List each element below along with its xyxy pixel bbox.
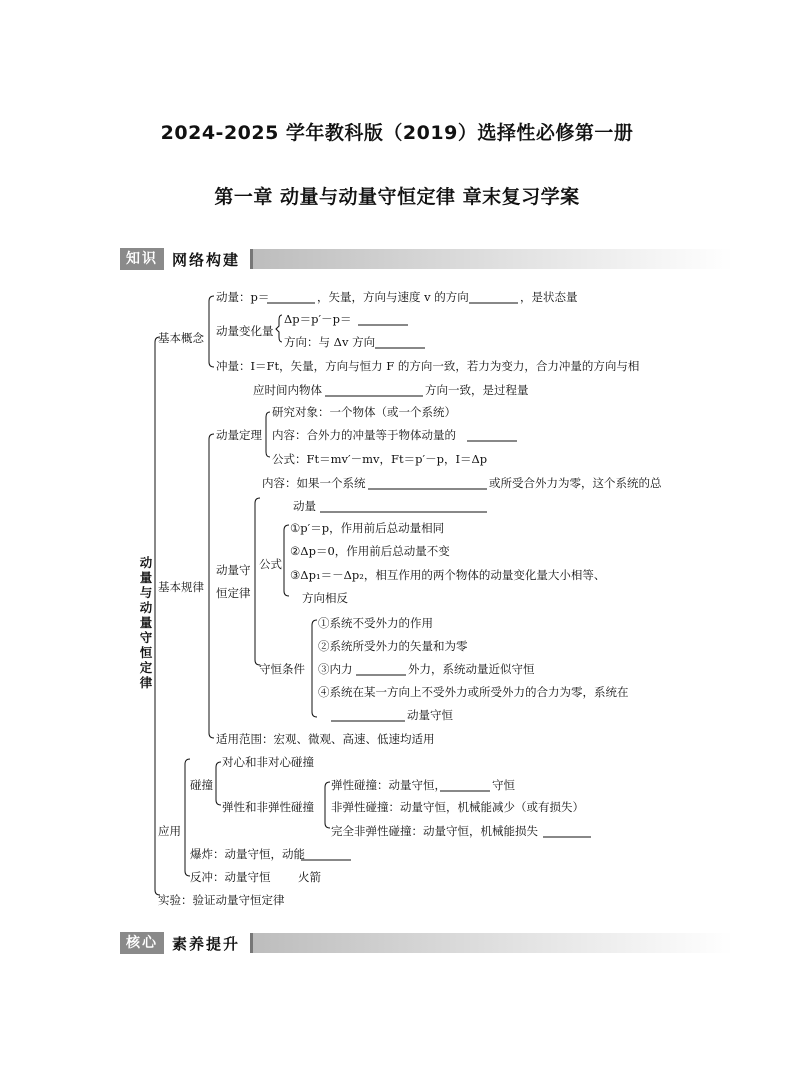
formula-label: 公式	[259, 557, 282, 571]
root-label: 动量与动量守恒定律	[139, 555, 153, 690]
momentum-def-c: ，是状态量	[520, 290, 578, 304]
section-banner-core	[120, 932, 733, 954]
momentum-def-a: 动量：p＝	[216, 290, 270, 304]
impulse-def-2a: 应时间内物体	[253, 383, 322, 397]
theorem-object: 研究对象：一个物体（或一个系统）	[272, 405, 456, 419]
condition-2: ②系统所受外力的矢量和为零	[318, 639, 468, 653]
elastic-b: 守恒	[492, 778, 515, 792]
application-label: 应用	[158, 824, 181, 838]
conditions-label: 守恒条件	[259, 662, 305, 676]
page-title: 2024-2025 学年教科版（2019）选择性必修第一册	[160, 122, 634, 144]
section-tag: 核心	[120, 932, 164, 954]
explosion: 爆炸：动量守恒，动能	[190, 847, 305, 861]
basic-laws-label: 基本规律	[158, 580, 204, 594]
condition-5: 动量守恒	[407, 708, 453, 722]
theorem-label: 动量定理	[216, 428, 262, 442]
section-label: 网络构建	[172, 250, 241, 269]
page-subtitle: 第一章 动量与动量守恒定律 章末复习学案	[214, 186, 580, 208]
inelastic: 非弹性碰撞：动量守恒，机械能减少（或有损失）	[331, 800, 584, 814]
conservation-content-b: 或所受合外力为零，这个系统的总	[489, 476, 662, 490]
conservation-label-1: 动量守	[216, 563, 251, 577]
momentum-def-b: ，矢量，方向与速度 v 的方向	[317, 290, 469, 304]
condition-3a: ③内力	[318, 662, 353, 676]
conservation-content-a: 内容：如果一个系统	[262, 476, 366, 490]
condition-4: ④系统在某一方向上不受外力或所受外力的合力为零，系统在	[318, 685, 629, 699]
experiment: 实验：验证动量守恒定律	[158, 893, 285, 907]
conservation-label-2: 恒定律	[216, 586, 251, 600]
section-bar	[250, 933, 733, 953]
collision-1: 对心和非对心碰撞	[222, 755, 314, 769]
theorem-content: 内容：合外力的冲量等于物体动量的	[272, 428, 456, 442]
perfectly-inelastic: 完全非弹性碰撞：动量守恒，机械能损失	[331, 824, 538, 838]
formula-3: ③Δp₁＝－Δp₂，相互作用的两个物体的动量变化量大小相等、	[290, 568, 606, 582]
scope: 适用范围：宏观、微观、高速、低速均适用	[216, 732, 435, 746]
impulse-def-1: 冲量：I＝Ft，矢量，方向与恒力 F 的方向一致，若力为变力，合力冲量的方向与相	[216, 359, 640, 373]
collision-2: 弹性和非弹性碰撞	[222, 800, 314, 814]
condition-3b: 外力，系统动量近似守恒	[408, 662, 535, 676]
section-tag: 知识	[120, 248, 164, 270]
impulse-def-2b: 方向一致，是过程量	[425, 383, 529, 397]
formula-4: 方向相反	[302, 591, 348, 605]
momentum-change-formula: Δp＝p′－p＝	[284, 312, 352, 326]
section-label: 素养提升	[172, 934, 241, 953]
basic-concepts-label: 基本概念	[158, 331, 204, 345]
recoil: 反冲：动量守恒	[190, 870, 271, 884]
conservation-content-2: 动量	[293, 499, 316, 513]
theorem-formula: 公式：Ft＝mv′－mv，Ft＝p′－p，I＝Δp	[272, 452, 488, 466]
formula-1: ①p′＝p，作用前后总动量相同	[290, 521, 445, 535]
condition-1: ①系统不受外力的作用	[318, 616, 433, 630]
formula-2: ②Δp＝0，作用前后总动量不变	[290, 544, 450, 558]
momentum-change-direction: 方向：与 Δv 方向	[284, 335, 376, 349]
rocket: 火箭	[298, 870, 321, 884]
elastic-a: 弹性碰撞：动量守恒，	[331, 778, 446, 792]
collision-label: 碰撞	[190, 778, 213, 792]
momentum-change-label: 动量变化量	[216, 324, 274, 338]
